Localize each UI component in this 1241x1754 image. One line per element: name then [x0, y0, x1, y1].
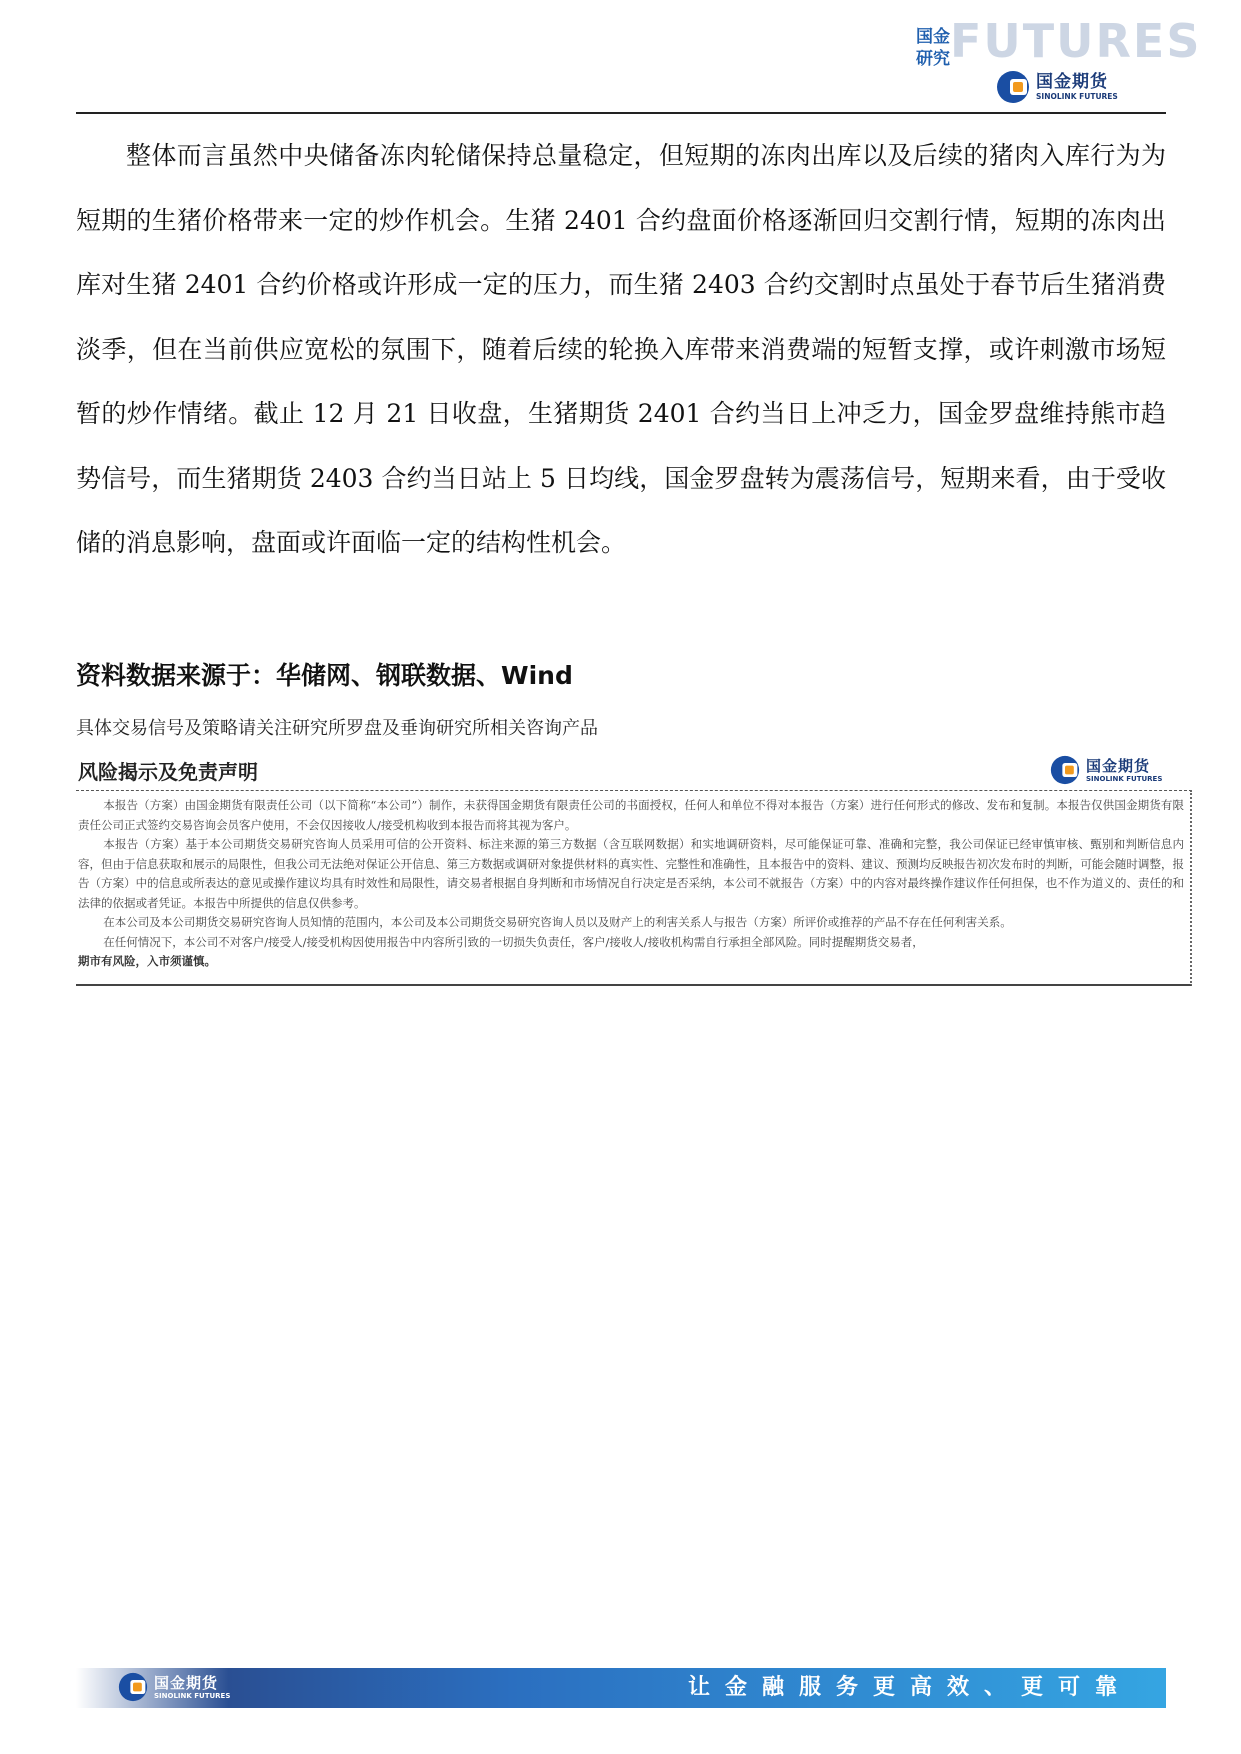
disclaimer-title: 风险揭示及免责声明: [78, 760, 258, 784]
sinolink-logo-icon: [1050, 755, 1080, 785]
logo-cn-text: 国金期货: [154, 1673, 219, 1692]
footer-logo: [118, 1672, 230, 1702]
data-sources: 资料数据来源于：华储网、钢联数据、Wind: [76, 661, 573, 690]
sinolink-logo-icon: [118, 1672, 148, 1702]
disclaimer-paragraph: 在本公司及本公司期货交易研究咨询人员知情的范围内，本公司及本公司期货交易研究咨询人员以及财产上的利害关系人与报告（方案）所评价或推荐的产品不存在任何利害关系。: [103, 915, 1012, 929]
logo-cn-text: 国金期货: [1086, 756, 1151, 775]
disclaimer-paragraph: 本报告（方案）由国金期货有限责任公司（以下简称“本公司”）制作，未获得国金期货有限责任公司的书面授权，任何人和单位不得对本报告（方案）进行任何形式的修改、发布和复制。本报告仅供国金期货有限责任公司正式签约交易咨询会员客户使用，不会仅因接收人/接受机构收到本报告而将其视为客户。: [78, 798, 1184, 832]
sinolink-logo-icon: [996, 70, 1030, 104]
logo-cn-text: 国金期货: [1036, 72, 1108, 92]
header-watermark: FUTURES: [950, 14, 1202, 68]
strategy-note: 具体交易信号及策略请关注研究所罗盘及垂询研究所相关咨询产品: [76, 718, 598, 739]
analysis-paragraph: 整体而言虽然中央储备冻肉轮储保持总量稳定，但短期的冻肉出库以及后续的猪肉入库行为为短期的生猪价格带来一定的炒作机会。生猪 2401 合约盘面价格逐渐回归交割行情，短期的冻肉出库对生猪 2401 合约价格或许形成一定的压力，而生猪 2403 合约交割时点虽处于春节后生猪消费淡季，但在当前供应宽松的氛围下，随着后续的轮换入库带来消费端的短暂支撑，或许刺激市场短暂的炒作情绪。截止 12 月 21 日收盘，生猪期货 2401 合约当日上冲乏力，国金罗盘维持熊市趋势信号，而生猪期货 2403 合约当日站上 5 日均线，国金罗盘转为震荡信号，短期来看，由于受收储的消息影响，盘面或许面临一定的结构性机会。: [76, 141, 1166, 557]
disclaimer-closing: 期市有风险，入市须谨慎。: [78, 954, 216, 968]
disclaimer-logo: [1050, 755, 1162, 785]
footer-slogan: 让金融服务更高效、更可靠: [687, 1675, 1132, 1700]
logo-en-text: SINOLINK FUTURES: [1086, 774, 1163, 783]
logo-en-text: SINOLINK FUTURES: [154, 1691, 231, 1700]
footer-bar: [76, 1668, 1166, 1708]
header-divider: [76, 112, 1166, 114]
logo-en-text: SINOLINK FUTURES: [1036, 92, 1118, 101]
header-label: 国金研究: [916, 27, 950, 69]
disclaimer-text: [78, 796, 1184, 972]
header-logo: [996, 70, 1118, 104]
disclaimer-paragraph: 在任何情况下，本公司不对客户/接受人/接受机构因使用报告中内容所引致的一切损失负责任，客户/接收人/接收机构需自行承担全部风险。同时提醒期货交易者，: [103, 934, 924, 949]
disclaimer-paragraph: 本报告（方案）基于本公司期货交易研究咨询人员采用可信的公开资料、标注来源的第三方数据（含互联网数据）和实地调研资料，尽可能保证可靠、准确和完整，我公司保证已经审慎审核、甄别和判断信息内容，但由于信息获取和展示的局限性，但我公司无法绝对保证公开信息、第三方数据或调研对象提供材料的真实性、完整性和准确性，且本报告中的资料、建议、预测均反映报告初次发布时的判断，可能会随时调整，报告（方案）中的信息或所表达的意见或操作建议均具有时效性和局限性，请交易者根据自身判断和市场情况自行决定是否采纳，本公司不就报告（方案）中的内容对最终操作建议作任何担保，也不作为道义的、责任的和法律的依据或者凭证。本报告中所提供的信息仅供参考。: [78, 837, 1184, 910]
